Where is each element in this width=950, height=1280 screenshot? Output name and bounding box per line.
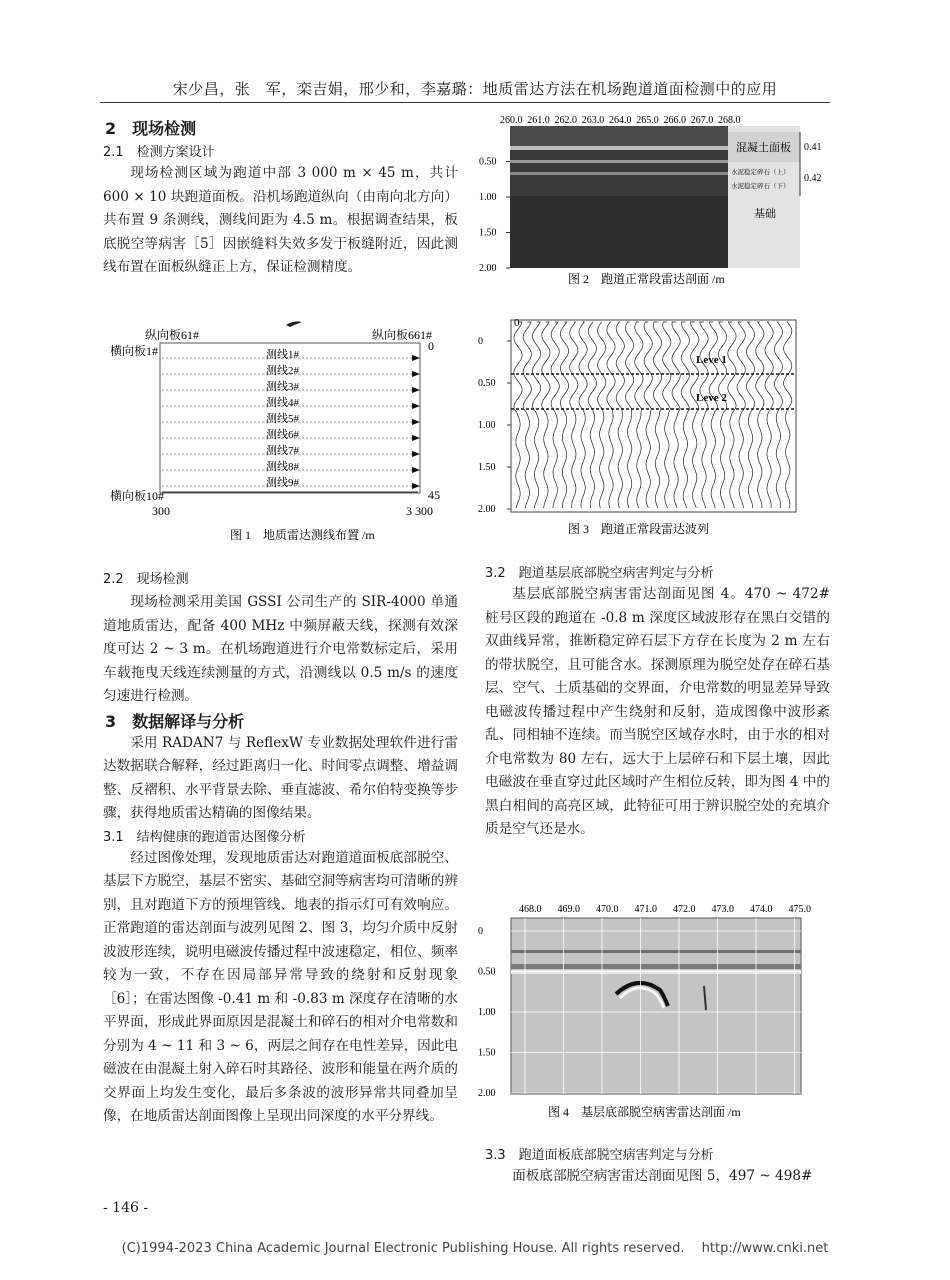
fig3-y-tick-label: 0.50 [478, 378, 496, 389]
fig1-line-label: 测线8# [266, 461, 299, 473]
fig2-y-tick-label: 2.00 [479, 263, 497, 274]
fig2-x-tick-label: 267.0 [690, 115, 714, 126]
fig3-caption: 图 3 跑道正常段雷达波列 [568, 522, 710, 536]
fig2-band-light2 [510, 160, 728, 163]
fig1-arrow-icon [412, 467, 420, 473]
fig1-arrow-icon [412, 483, 420, 489]
right-column-text [485, 562, 830, 842]
right-column-end [485, 1144, 830, 1189]
fig4-caption: 图 4 基层底部脱空病害雷达剖面 /m [548, 1105, 741, 1119]
fig1-line-label: 测线7# [266, 445, 299, 457]
fig4-band3 [511, 970, 801, 974]
left-column-top [103, 116, 458, 280]
fig1-y-bottom: 45 [428, 488, 440, 502]
fig3-frame [511, 320, 796, 512]
section-3-1-paragraph: 经过图像处理，发现地质雷达对跑道道面板底部脱空、基层下方脱空，基层不密实、基础空洞等病害均可清晰的辨别，且对跑道下方的预埋管线、地表的指示灯可有效响应。正常跑道的雷达剖面与波列见图 2、图 3，均匀介质中反射波波形连续，说明电磁波传播过程中波速稳定，相位、频率较为一致，不存在因局部异常导致的绕射和反射现象［6］；在雷达图像 -0.41 m 和 -0.83 m 深度存在清晰的水平界面，形成此界面原因是混凝土和碎石的相对介电常数和分别为 4 ~ 11 和 3 ~ 6，两层之间存在电性差异，因此电磁波在由混凝土射入碎石时其路径、波形和能量在两介质的交界面上均发生变化，最后多条波的波形异常共同叠加呈像，在地质雷达剖面图像上呈现出同深度的水平分界线。 [103, 849, 458, 1124]
section-3-2-paragraph: 基层底部脱空病害雷达剖面见图 4。470 ~ 472# 桩号区段的跑道在 -0.8 m 深度区域波形存在黑白交错的双曲线异常，推断稳定碎石层下方存在长度为 2 m 左右的带状脱空，且可能含水。探测原理为脱空处存在碎石基层、空气、土质基础的交界面，介电常数的明显差异导致电磁波传播过程中产生绕射和反射，造成图像中波形紊乱、同相轴不连续。而当脱空区域存水时，由于水的相对介电常数为 80 左右，远大于上层碎石和下层土壤，因此电磁波在垂直穿过此区域时产生相位反转，即为图 4 中的黑白相间的高亮区域，此特征可用于辨识脱空处的充填介质是空气还是水。 [485, 586, 830, 837]
section-2-heading: 2 现场检测 [105, 119, 197, 138]
fig1-line-label: 测线6# [266, 429, 299, 441]
fig2-x-tick-label: 262.0 [554, 115, 577, 126]
fig1-arrow-icon [412, 355, 420, 361]
fig3-y-tick-label: 1.50 [478, 462, 496, 473]
fig4-y-tick-label: 0.50 [478, 966, 496, 978]
fig2-x-tick-label: 268.0 [718, 115, 741, 126]
fig3-y-tick-label: 0 [478, 336, 483, 347]
fig4-x-tick-label: 474.0 [750, 904, 773, 915]
fig2-layer2-label: 水泥稳定碎石（上） [731, 169, 790, 176]
copyright-footer: (C)1994-2023 China Academic Journal Electronic Publishing House. All rights reserved. http://www.cnki.net [121, 1241, 829, 1256]
section-3-3-heading: 3.3 跑道面板底部脱空病害判定与分析 [485, 1148, 714, 1163]
section-3-heading: 3 数据解译与分析 [105, 711, 245, 731]
fig2-thick1: 0.41 [804, 142, 822, 153]
fig3-y-tick-label: 2.00 [478, 504, 496, 515]
section-2-2-paragraph: 现场检测采用美国 GSSI 公司生产的 SIR-4000 单通道地质雷达，配备 400 MHz 中频屏蔽天线，探测有效深度可达 2 ~ 3 m。在机场跑道进行介电常数标定后，采用车载拖曳天线连续测量的方式，沿测线以 0.5 m/s 的速度匀速进行检测。 [103, 594, 458, 704]
section-2-1-heading: 2.1 检测方案设计 [103, 145, 215, 160]
figure-4 [478, 898, 828, 1133]
fig4-x-tick-label: 469.0 [557, 904, 580, 915]
fig1-top-left-label: 纵向板61# [145, 328, 200, 342]
fig1-row-top-label: 横向板1# [110, 344, 159, 358]
fig2-x-tick-label: 263.0 [581, 115, 605, 126]
fig1-arrow-icon [412, 451, 420, 457]
fig4-x-axis [519, 904, 811, 915]
fig4-y-axis [478, 926, 496, 1099]
fig1-top-right-label: 纵向板661# [372, 328, 433, 342]
fig2-band-light3 [510, 172, 728, 175]
fig4-y-tick-label: 1.50 [478, 1047, 496, 1059]
fig1-caption: 图 1 地质雷达测线布置 /m [230, 528, 375, 542]
fig3-level2-label: Leve 2 [696, 392, 727, 404]
fig1-line-label: 测线4# [266, 397, 299, 409]
fig2-band-deep [510, 196, 728, 268]
fig4-x-tick-label: 471.0 [634, 904, 657, 915]
fig2-x-tick-label: 265.0 [636, 115, 659, 126]
section-2-2-heading: 2.2 现场检测 [103, 572, 189, 587]
figure-2 [478, 112, 828, 292]
fig3-y-axis [478, 336, 511, 515]
fig4-band1 [511, 950, 801, 953]
fig1-arrow-icon [412, 371, 420, 377]
fig2-y-axis [479, 157, 510, 275]
fig1-arrow-icon [412, 403, 420, 409]
fig1-logo-icon [286, 321, 302, 327]
left-column-bottom [103, 568, 458, 1129]
fig2-x-tick-label: 261.0 [527, 115, 550, 126]
fig1-arrow-icon [412, 435, 420, 441]
fig4-y-tick-label: 2.00 [478, 1088, 496, 1099]
section-3-intro: 采用 RADAN7 与 ReflexW 专业数据处理软件进行雷达数据联合解释，经过距离归一化、时间零点调整、增益调整、反褶积、水平背景去除、垂直滤波、希尔伯特变换等步骤，获得地质雷达精确的图像结果。 [103, 734, 458, 821]
fig2-y-tick-label: 0.50 [479, 156, 497, 168]
fig1-line-label: 测线9# [266, 477, 299, 489]
fig3-x-tick: 0 [514, 317, 520, 329]
fig2-x-tick-label: 260.0 [500, 115, 523, 126]
fig4-x-tick-label: 468.0 [519, 904, 542, 915]
fig2-layer3-label: 水泥稳定碎石（下） [731, 183, 790, 190]
fig4-radar-image [511, 918, 801, 1094]
fig1-x-left: 300 [152, 504, 170, 518]
section-2-1-paragraph: 现场检测区域为跑道中部 3 000 m × 45 m，共计 600 × 10 块跑道面板。沿机场跑道纵向（由南向北方向）共布置 9 条测线，测线间距为 4.5 m。根据调查结果，板底脱空等病害［5］因嵌缝料失效多发于板缝附近，因此测线布置在面板纵缝正上方，保证检测精度。 [103, 165, 458, 275]
fig2-y-tick-label: 1.50 [479, 227, 497, 239]
fig4-y-tick-label: 0 [478, 926, 483, 937]
fig1-arrow-icon [412, 419, 420, 425]
fig1-arrow-icon [412, 387, 420, 393]
fig1-y-top: 0 [428, 339, 434, 353]
fig4-x-tick-label: 473.0 [711, 904, 734, 915]
fig2-layer1-label: 混凝土面板 [736, 142, 791, 154]
fig1-x-right: 3 300 [406, 504, 433, 518]
fig3-level1-label: Leve 1 [696, 354, 727, 366]
fig1-line-label: 测线3# [266, 381, 299, 393]
section-3-3-paragraph: 面板底部脱空病害雷达剖面见图 5，497 ~ 498# [512, 1168, 813, 1184]
fig4-x-tick-label: 470.0 [596, 904, 619, 915]
fig2-band-top [510, 126, 728, 146]
fig2-x-tick-label: 266.0 [663, 115, 686, 126]
section-3-2-heading: 3.2 跑道基层底部脱空病害判定与分析 [485, 566, 714, 581]
fig2-thick2: 0.42 [804, 173, 822, 184]
fig1-line-label: 测线5# [266, 413, 299, 425]
fig2-x-tick-label: 264.0 [609, 115, 632, 126]
running-header: 宋少昌，张 军，栾吉娟，邢少和，李嘉璐：地质雷达方法在机场跑道道面检测中的应用 [172, 80, 778, 98]
section-3-1-heading: 3.1 结构健康的跑道雷达图像分析 [103, 829, 306, 845]
fig2-y-tick-label: 1.00 [479, 192, 497, 203]
page-number: - 146 - [103, 1200, 149, 1216]
header-rule [100, 102, 830, 103]
fig2-caption: 图 2 跑道正常段雷达剖面 /m [568, 272, 725, 286]
fig4-x-tick-label: 475.0 [788, 904, 811, 915]
fig2-layer4-label: 基础 [754, 208, 776, 220]
fig4-x-tick-label: 472.0 [673, 904, 696, 915]
fig3-y-tick-label: 1.00 [478, 420, 496, 431]
fig1-line-label: 测线2# [266, 365, 299, 377]
fig2-band-light1 [510, 146, 728, 150]
fig1-row-bottom-label: 横向板10# [110, 489, 165, 503]
fig2-x-axis [500, 115, 741, 126]
fig4-band2 [511, 964, 801, 969]
figure-3 [478, 312, 828, 547]
figure-1 [100, 312, 460, 552]
fig1-line-label: 测线1# [266, 349, 299, 361]
fig4-y-tick-label: 1.00 [478, 1007, 496, 1018]
fig1-survey-lines [162, 347, 420, 492]
